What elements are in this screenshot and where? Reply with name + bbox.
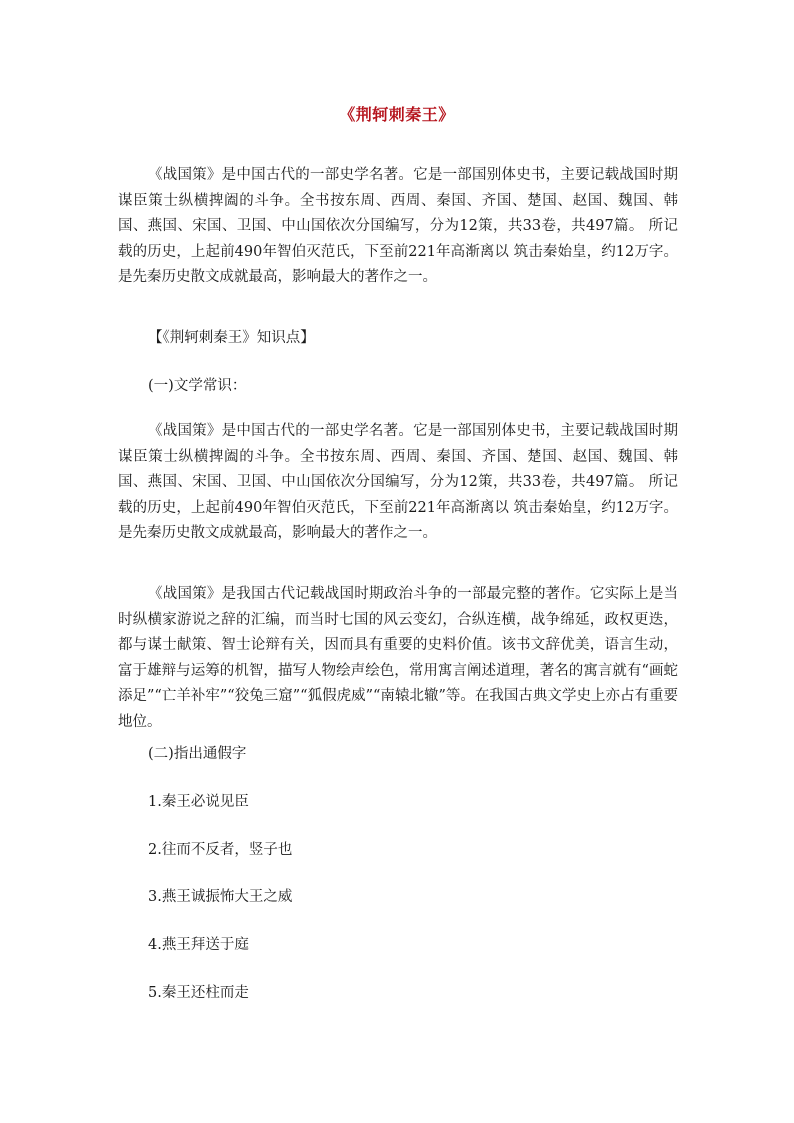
section1-paragraph-2: 《战国策》是我国古代记载战国时期政治斗争的一部最完整的著作。它实际上是当时纵横家游说之辞的汇编，而当时七国的风云变幻，合纵连横，战争绵延，政权更迭，都与谋士献策、智士论辩有关，因而具有重要的史料价值。该书文辞优美，语言生动，富于雄辩与运筹的机智，描写人物绘声绘色，常用寓言阐述道理，著名的寓言就有“画蛇添足”“亡羊补牢”“狡兔三窟”“狐假虎威”“南辕北辙”等。在我国古典文学史上亦占有重要地位。 — [118, 586, 678, 730]
section1-heading: (一)文学常识： — [148, 378, 247, 394]
list-item: 3.燕王诚振怖大王之威 — [148, 889, 293, 905]
knowledge-heading: 【《荆轲刺秦王》知识点】 — [148, 330, 315, 346]
list-item: 2.往而不反者，竖子也 — [148, 842, 293, 858]
section2-heading: (二)指出通假字 — [148, 746, 247, 762]
list-item: 1.秦王必说见臣 — [148, 794, 249, 810]
list-item: 5.秦王还柱而走 — [148, 985, 249, 1001]
intro-paragraph: 《战国策》是中国古代的一部史学名著。它是一部国别体史书，主要记载战国时期谋臣策士纵横捭阖的斗争。全书按东周、西周、秦国、齐国、楚国、赵国、魏国、韩国、燕国、宋国、卫国、中山国依次分国编写，分为12策，共33卷，共497篇。 所记载的历史，上起前490年智伯灭范氏，下至前221年高渐离以 筑击秦始皇，约12万字。是先秦历史散文成就最高，影响最大的著作之一。 — [118, 167, 678, 285]
document-title: 《荆轲刺秦王》 — [339, 105, 455, 124]
section1-paragraph-1: 《战国策》是中国古代的一部史学名著。它是一部国别体史书，主要记载战国时期谋臣策士纵横捭阖的斗争。全书按东周、西周、秦国、齐国、楚国、赵国、魏国、韩国、燕国、宋国、卫国、中山国依次分国编写，分为12策，共33卷，共497篇。 所记载的历史，上起前490年智伯灭范氏，下至前221年高渐离以 筑击秦始皇，约12万字。是先秦历史散文成就最高，影响最大的著作之一。 — [118, 423, 678, 541]
list-item: 4.燕王拜送于庭 — [148, 937, 249, 953]
